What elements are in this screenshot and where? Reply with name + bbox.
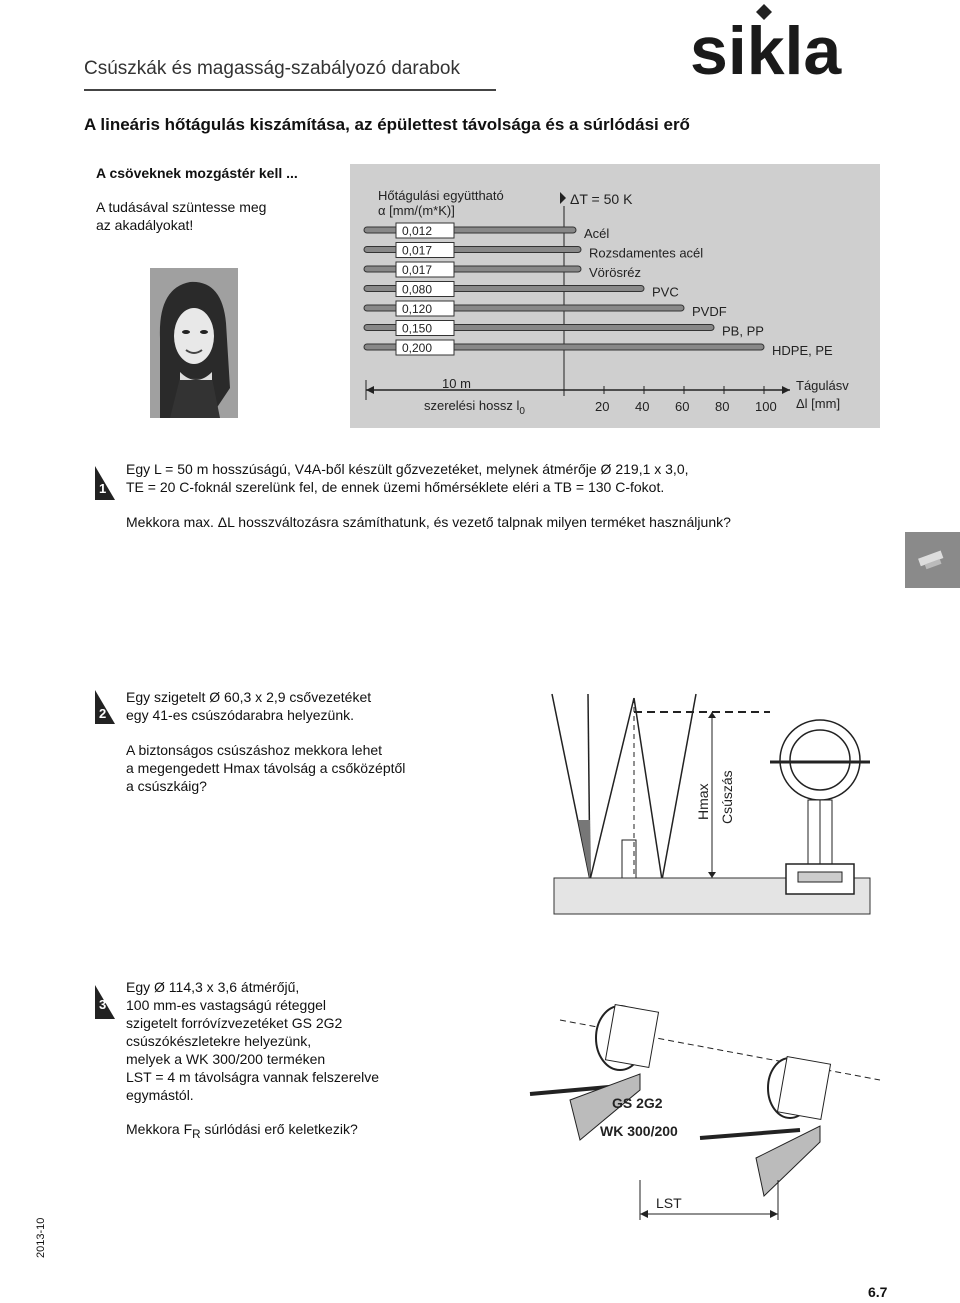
header-rule bbox=[84, 89, 496, 91]
coef-value-1: 0,017 bbox=[402, 243, 433, 258]
woman-illustration bbox=[150, 268, 238, 418]
q2-line-3: A biztonságos csúszáshoz mekkora lehet bbox=[126, 742, 383, 758]
expansion-chart bbox=[350, 164, 880, 428]
slider-product-icon bbox=[905, 532, 960, 588]
category-label-3: PVC bbox=[652, 284, 679, 300]
x-tick-label-0: 20 bbox=[595, 399, 610, 414]
page-number: 6.7 bbox=[868, 1284, 888, 1300]
coef-value-4: 0,120 bbox=[402, 302, 433, 316]
q1-line-2: TE = 20 C-foknál szerelünk fel, de ennek üzemi hőmérséklete eléri a TB = 130 C-fokot. bbox=[126, 479, 665, 495]
question-1-number: 1 bbox=[99, 481, 107, 496]
chart-title: ΔT = 50 K bbox=[570, 191, 633, 207]
lst-label: LST bbox=[656, 1195, 682, 1211]
intro-heading: A csöveknek mozgástér kell ... bbox=[96, 165, 298, 181]
coef-label-1: Hőtágulási együttható bbox=[378, 188, 504, 203]
question-3-number: 3 bbox=[99, 997, 107, 1012]
axis-right-arrow-icon bbox=[782, 386, 790, 394]
q3-line-5: melyek a WK 300/200 terméken bbox=[126, 1051, 326, 1067]
category-label-4: PVDF bbox=[692, 304, 727, 319]
q2-line-5: a csúszkáig? bbox=[126, 778, 207, 794]
x-tick-label-1: 40 bbox=[635, 399, 650, 414]
axis-left-arrow-icon bbox=[366, 386, 374, 394]
category-label-5: PB, PP bbox=[722, 323, 764, 339]
xlabel-right-2: Δl [mm] bbox=[796, 396, 841, 411]
q2-line-4: a megengedett Hmax távolság a csőközéptől bbox=[126, 760, 406, 776]
coef-value-0: 0,012 bbox=[402, 224, 433, 238]
sikla-logo bbox=[690, 2, 900, 82]
x-tick-label-2: 60 bbox=[675, 399, 690, 414]
x-tick-label-3: 80 bbox=[715, 399, 730, 414]
q3-line-8: Mekkora $F_R$ súrlódási erő keletkezik? bbox=[126, 1121, 358, 1141]
footer-date: 2013-10 bbox=[35, 1217, 47, 1258]
xlabel-right-1: Tágulásv bbox=[796, 378, 849, 393]
coef-value-2: 0,017 bbox=[402, 263, 433, 277]
delta-marker-icon bbox=[560, 192, 566, 204]
intro-line-1: A tudásával szüntesse meg bbox=[96, 199, 267, 215]
wk-label: WK 300/200 bbox=[600, 1123, 678, 1139]
q3-line-2: 100 mm-es vastagságú réteggel bbox=[126, 997, 326, 1013]
pipe-support-diagram bbox=[520, 990, 890, 1220]
q3-line-1: Egy Ø 114,3 x 3,6 átmérőjű, bbox=[126, 979, 300, 995]
intro-line-2: az akadályokat! bbox=[96, 217, 194, 233]
page-title: A lineáris hőtágulás kiszámítása, az épülettest távolsága és a súrlódási erő bbox=[84, 115, 690, 134]
csuszas-label: Csúszás bbox=[719, 770, 735, 824]
q2-line-2: egy 41-es csúszódarabra helyezünk. bbox=[126, 707, 355, 723]
slider-stability-diagram bbox=[550, 690, 880, 918]
category-label-2: Vörösréz bbox=[589, 265, 642, 280]
xlabel-left-2: szerelési hossz $l_0$ bbox=[424, 398, 525, 417]
question-2-number: 2 bbox=[99, 706, 107, 721]
q1-line-3: Mekkora max. ΔL hosszváltozásra számíthatunk, és vezető talpnak milyen terméket használjunk? bbox=[126, 514, 731, 530]
q3-line-3: szigetelt forróvízvezetéket GS 2G2 bbox=[126, 1015, 343, 1031]
coef-value-5: 0,150 bbox=[402, 321, 433, 336]
q3-line-4: csúszókészletekre helyezünk, bbox=[126, 1033, 312, 1049]
svg-text:sikla: sikla bbox=[690, 13, 842, 82]
q3-line-6: LST = 4 m távolságra vannak felszerelve bbox=[126, 1069, 380, 1085]
xlabel-left-1: 10 m bbox=[442, 376, 471, 391]
category-label-0: Acél bbox=[584, 226, 610, 241]
category-label-6: HDPE, PE bbox=[772, 343, 833, 358]
q1-line-1: Egy L = 50 m hosszúságú, V4A-ből készült gőzvezetéket, melynek átmérője Ø 219,1 x 3,0, bbox=[126, 461, 689, 477]
coef-label-2: α [mm/(m*K)] bbox=[378, 203, 455, 218]
coef-value-6: 0,200 bbox=[402, 341, 433, 355]
q3-line-7: egymástól. bbox=[126, 1087, 194, 1103]
x-tick-label-4: 100 bbox=[755, 399, 777, 414]
category-label-1: Rozsdamentes acél bbox=[589, 245, 704, 261]
section-title: Csúszkák és magasság-szabályozó darabok bbox=[84, 58, 460, 79]
gs-label: GS 2G2 bbox=[612, 1095, 663, 1111]
coef-value-3: 0,080 bbox=[402, 282, 433, 297]
chapter-tab[interactable] bbox=[905, 532, 960, 588]
q2-line-1: Egy szigetelt Ø 60,3 x 2,9 csővezetéket bbox=[126, 689, 372, 705]
hmax-label: Hmax bbox=[695, 783, 711, 820]
